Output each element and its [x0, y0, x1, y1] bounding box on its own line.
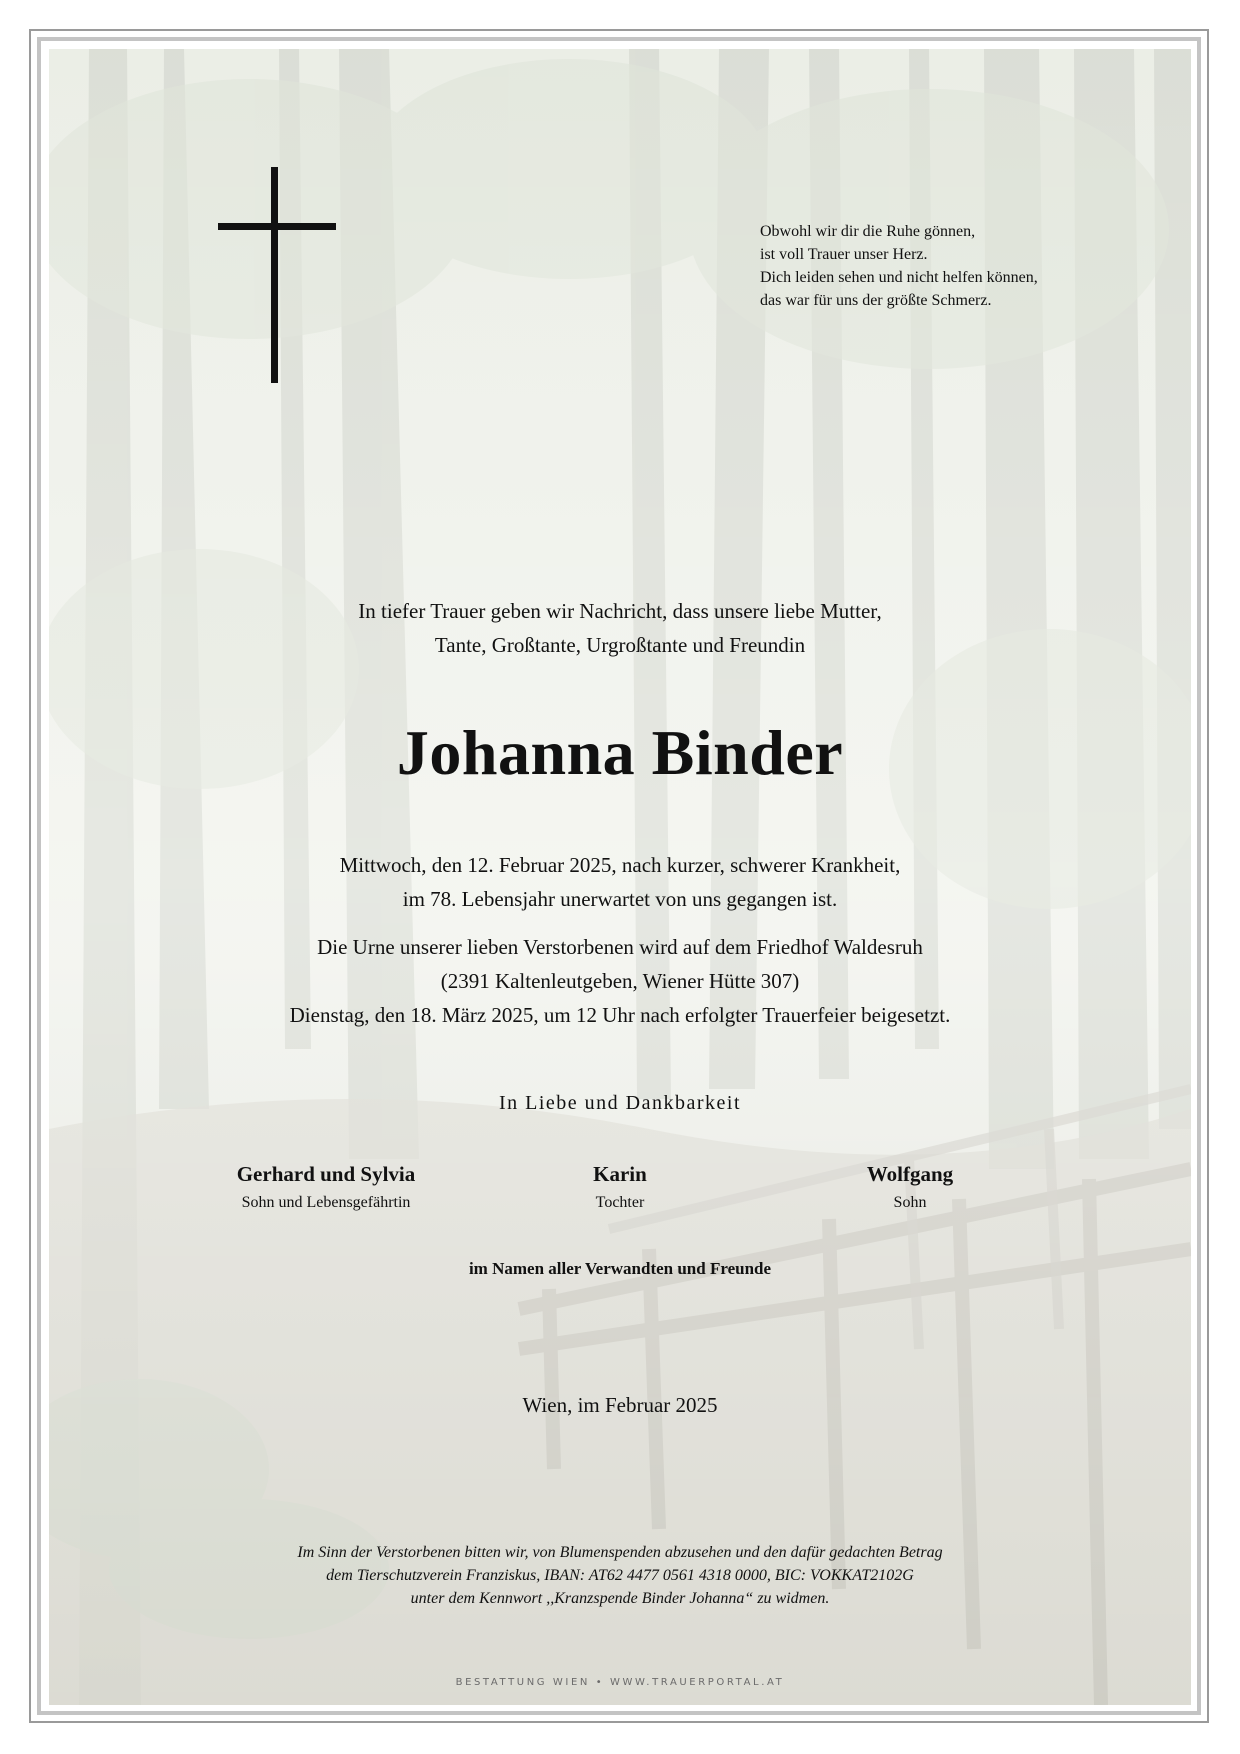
- intro-line: Tante, Großtante, Urgroßtante und Freundin: [434, 633, 806, 657]
- donation-line: dem Tierschutzverein Franziskus, IBAN: AT62 4477 0561 4318 0000, BIC: VOKKAT2102G: [326, 1567, 914, 1584]
- poem-line: das war für uns der größte Schmerz.: [760, 292, 992, 309]
- mourner-wolfgang: [750, 1160, 1070, 1216]
- place-date: Wien, im Februar 2025: [522, 1393, 718, 1417]
- mourner-relation: Sohn: [893, 1194, 927, 1211]
- funeral-line: Dienstag, den 18. März 2025, um 12 Uhr nach erfolgter Trauerfeier beigesetzt.: [289, 1003, 951, 1027]
- relatives-line: im Namen aller Verwandten und Freunde: [468, 1259, 772, 1278]
- poem-line: Dich leiden sehen und nicht helfen können,: [760, 269, 1038, 286]
- mourner-name: Wolfgang: [866, 1162, 954, 1186]
- passing-line: Mittwoch, den 12. Februar 2025, nach kurzer, schwerer Krankheit,: [339, 853, 901, 877]
- donation-line: Im Sinn der Verstorbenen bitten wir, von Blumenspenden abzusehen und den dafür gedachten Betrag: [297, 1544, 943, 1561]
- donation-line: unter dem Kennwort ,,Kranzspende Binder Johanna“ zu widmen.: [410, 1590, 830, 1607]
- footer-imprint: BESTATTUNG WIEN • WWW.TRAUERPORTAL.AT: [455, 1677, 785, 1688]
- funeral-line: (2391 Kaltenleutgeben, Wiener Hütte 307): [440, 969, 800, 993]
- mourner-relation: Sohn und Lebensgefährtin: [241, 1194, 411, 1211]
- thanks-line: In Liebe und Dankbarkeit: [498, 1092, 742, 1114]
- funeral-text: [49, 930, 1191, 1032]
- funeral-line: Die Urne unserer lieben Verstorbenen wird auf dem Friedhof Waldesruh: [317, 935, 923, 959]
- mourner-name: Karin: [593, 1162, 647, 1186]
- intro-line: In tiefer Trauer geben wir Nachricht, dass unsere liebe Mutter,: [358, 599, 882, 623]
- cross-icon: [218, 167, 336, 383]
- poem-line: ist voll Trauer unser Herz.: [760, 246, 928, 263]
- donation-note: [49, 1541, 1191, 1610]
- passing-line: im 78. Lebensjahr unerwartet von uns gegangen ist.: [402, 887, 838, 911]
- mourner-karin: [460, 1160, 780, 1216]
- passing-text: [49, 848, 1191, 916]
- mourner-name: Gerhard und Sylvia: [236, 1162, 416, 1186]
- mourner-relation: Tochter: [595, 1194, 645, 1211]
- mourner-gerhard-sylvia: [166, 1160, 486, 1216]
- poem-line: Obwohl wir dir die Ruhe gönnen,: [760, 223, 976, 240]
- poem: [760, 220, 1120, 312]
- deceased-name: Johanna Binder: [396, 717, 844, 788]
- announcement-intro: [49, 594, 1191, 662]
